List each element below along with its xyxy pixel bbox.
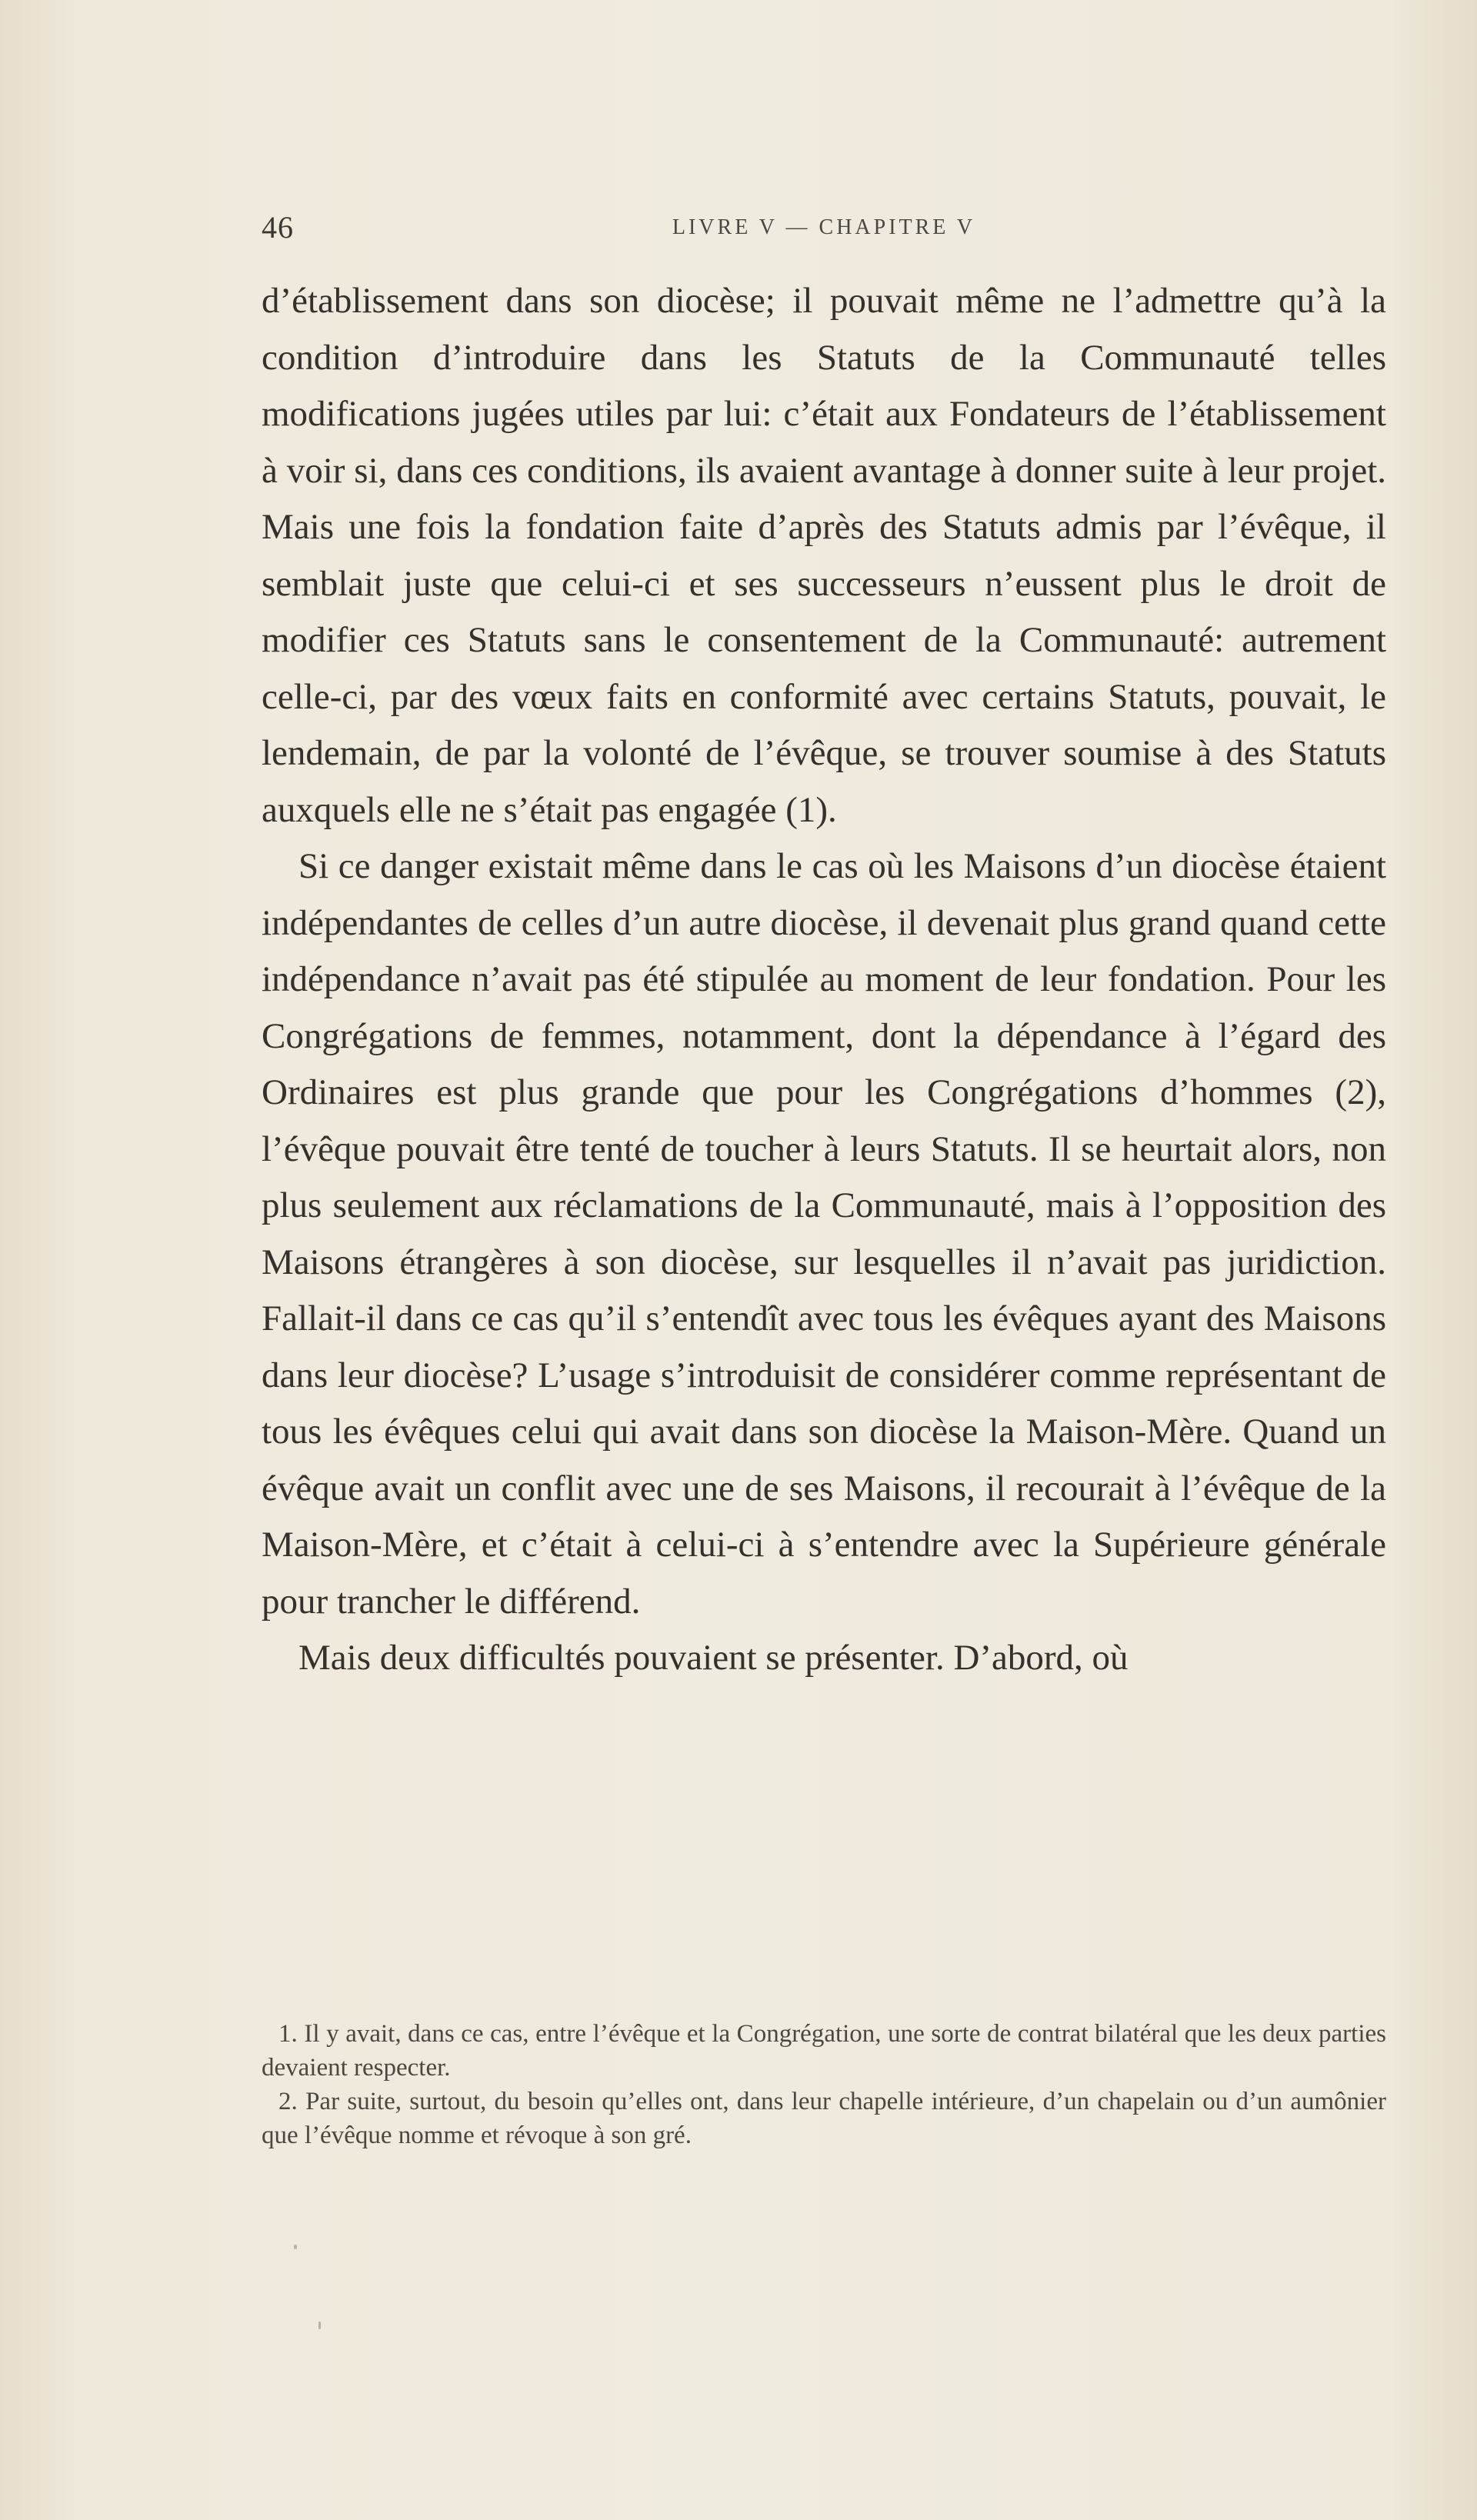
footnotes [262,2017,1386,2152]
body-text [262,273,1386,1687]
paper-speck [318,2322,321,2329]
page-number: 46 [262,210,294,245]
paper-speck [294,2245,297,2249]
page-header [262,209,1386,255]
paragraph: d’établissement dans son diocèse; il pouvait même ne l’admettre qu’à la condition d’introduire dans les Statuts de la Communauté telles modifications jugées utiles par lui: c’était aux Fondateurs de l’établissement à voir si, dans ces conditions, ils avaient avantage à donner suite à leur projet. Mais une fois la fondation faite d’après des Statuts admis par l’évêque, il semblait juste que celui-ci et ses successeurs n’eussent plus le droit de modifier ces Statuts sans le consentement de la Communauté: autrement celle-ci, par des vœux faits en conformité avec certains Statuts, pouvait, le lendemain, de par la volonté de l’évêque, se trouver soumise à des Statuts auxquels elle ne s’était pas engagée (1). [262,281,1386,830]
running-head: LIVRE V — CHAPITRE V [672,215,976,239]
footnote: 1. Il y avait, dans ce cas, entre l’évêque et la Congrégation, une sorte de contrat bilatéral que les deux parties devaient respecter. [262,2020,1386,2082]
footnote: 2. Par suite, surtout, du besoin qu’elles ont, dans leur chapelle intérieure, d’un chapelain ou d’un aumônier que l’évêque nomme et révoque à son gré. [262,2088,1386,2149]
paragraph: Si ce danger existait même dans le cas où les Maisons d’un diocèse étaient indépendantes de celles d’un autre diocèse, il devenait plus grand quand cette indépendance n’avait pas été stipulée au moment de leur fondation. Pour les Congrégations de femmes, notamment, dont la dépendance à l’égard des Ordinaires est plus grande que pour les Congrégations d’hommes (2), l’évêque pouvait être tenté de toucher à leurs Statuts. Il se heurtait alors, non plus seulement aux réclamations de la Communauté, mais à l’opposition des Maisons étrangères à son diocèse, sur lesquelles il n’avait pas juridiction. Fallait-il dans ce cas qu’il s’entendît avec tous les évêques ayant des Maisons dans leur diocèse? L’usage s’introduisit de considérer comme représentant de tous les évêques celui qui avait dans son diocèse la Maison-Mère. Quand un évêque avait un conflit avec une de ses Maisons, il recourait à l’évêque de la Maison-Mère, et c’était à celui-ci à s’entendre avec la Supérieure générale pour trancher le différend. [262,846,1386,1622]
paragraph: Mais deux difficultés pouvaient se présenter. D’abord, où [298,1638,1129,1678]
